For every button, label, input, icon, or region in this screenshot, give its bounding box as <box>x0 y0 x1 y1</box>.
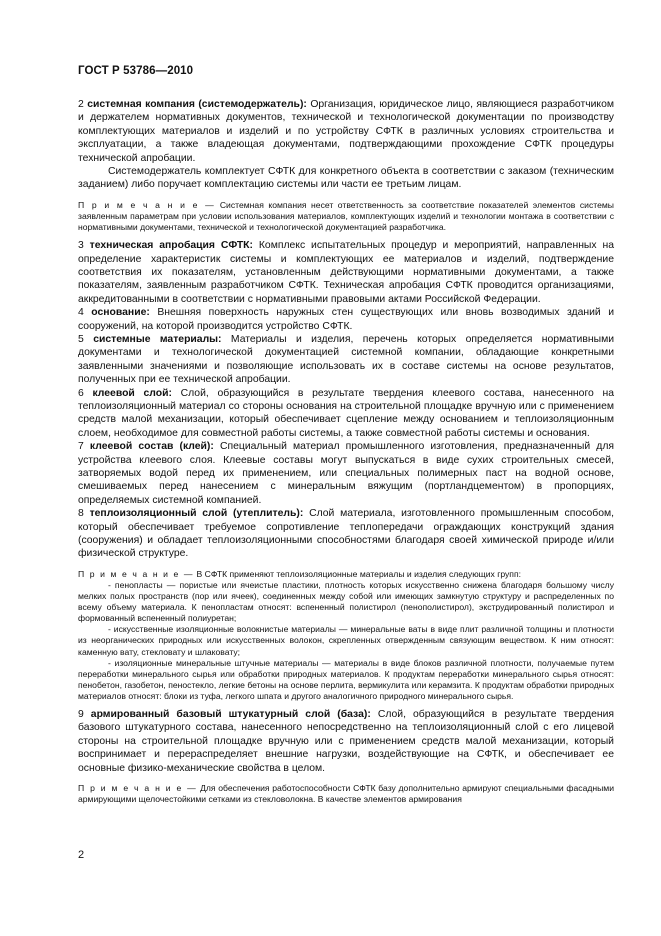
definition-text: Слой, образующийся в результате твердения клеевого состава, нанесенного на теплоизоляционный материал со стороны основания на строительной площадке вручную или с применением средств малой механизации, который обеспечивает сцепление между основанием и теплоизоляционным слоем, необходимое для совместной работы системы, а также совместной работы системы и основания. <box>78 387 614 439</box>
note-text: В СФТК применяют теплоизоляционные материалы и изделия следующих групп: <box>196 568 522 579</box>
page-number: 2 <box>78 849 85 861</box>
definition-4 <box>78 306 614 333</box>
note-8-item-fibers: - искусственные изоляционные волокнистые материалы — минеральные ваты в виде плит различной толщины и плотности из неорганических природных или искусственных волокон, скрепленных отвержденным связующим веществом. К ним относят: каменную вату, стекловату и шлаковату; <box>78 624 614 657</box>
definition-term: клеевой слой: <box>92 387 172 399</box>
note-label: П р и м е ч а н и е — <box>78 199 216 210</box>
definition-2 <box>78 98 614 165</box>
note-8 <box>78 569 614 580</box>
definition-7 <box>78 440 614 507</box>
definition-3 <box>78 239 614 306</box>
definition-6 <box>78 387 614 441</box>
definition-term: армированный базовый штукатурный слой (база): <box>90 709 371 720</box>
definition-text: Материалы и изделия, перечень которых определяется нормативными документами и технологической документацией системной компании, обладающие конкретными заявленными значениями и позволяющие использовать их в составе системы на основе результатов, полученных при ее технической апробации. <box>78 333 615 386</box>
note-9 <box>78 783 614 805</box>
definition-text: Слой, образующийся в результате твердения базового штукатурного состава, нанесенного непосредственно на теплоизоляционный слой с его лицевой стороны на строительной площадке вручную или с применением средств малой механизации, который воспринимает и перераспределяет внешние нагрузки, воздействующие на СФТК, и обеспечивает ее основные физико-механические свойства в целом. <box>78 709 615 774</box>
definition-number: 3 <box>78 240 84 252</box>
definition-text: Комплекс испытательных процедур и мероприятий, направленных на определение характеристик системы и комплектующих ее материалов и изделий, подтверждение соответствия их показателям, установленным действующими нормативными документами, а также показателям, заявленным разработчиком СФТК. Техническая апробация СФТК проводится организациями, аккредитованными в соответствии с нормативными правовыми актами Российской Федерации. <box>78 240 614 305</box>
definition-number: 5 <box>78 333 84 345</box>
definition-text: Слой материала, изготовленного промышленным способом, который обеспечивает требуемое сопротивление теплопередачи ограждающих конструкций здания (сооружения) и обладает теплоизоляционными способностями благодаря своей химической природе и/или физической структуре. <box>78 508 615 560</box>
note-label: П р и м е ч а н и е — <box>78 783 198 794</box>
definition-number: 2 <box>78 99 84 110</box>
definition-term: техническая апробация СФТК: <box>89 240 253 252</box>
definition-number: 7 <box>78 441 84 453</box>
note-label: П р и м е ч а н и е — <box>78 568 195 579</box>
definition-text: Специальный материал промышленного изготовления, предназначенный для устройства клеевого слоя. Клеевые составы могут выпускаться в виде сухих строительных смесей, затворяемых водой перед их применением, или специальных полимерных паст на водной основе, смешиваемых перед нанесением с минеральным вяжущим (портландцементом) в пропорциях, определяемых системной компанией. <box>78 441 615 506</box>
definition-9 <box>78 708 614 775</box>
note-8-item-blocks: - изоляционные минеральные штучные материалы — материалы в виде блоков различной плотности, получаемые путем переработки минерального сырья или обработки природных материалов. К продуктам переработки минерального сырья относят: пенобетон, газобетон, пеностекло, легкие бетоны на основе перлита, вермикулита или керамзита. К продуктам обработки природных материалов относят: блоки из туфа, легкого шпата и другого аналогичного природного минерального сырья. <box>78 657 614 701</box>
definition-term: теплоизоляционный слой (утеплитель): <box>89 508 304 520</box>
note-text: Для обеспечения работоспособности СФТК базу дополнительно армируют специальными фасадными армирующими щелочестойкими сетками из стекловолокна. В качестве элементов армирования <box>78 783 615 805</box>
definition-number: 4 <box>78 307 84 319</box>
definition-number: 8 <box>78 508 84 520</box>
definition-number: 9 <box>78 709 84 720</box>
definition-text: Организация, юридическое лицо, являющиеся разработчиком и держателем нормативных документов, технической и технологической документации по производству комплектующих материалов и изделий и по устройству СФТК в различных условиях строительства и эксплуатации, а также владеющая документами, подтверждающими прохождение СФТК процедуры технической апробации. <box>78 99 615 164</box>
definition-term: клеевой состав (клей): <box>89 441 214 453</box>
definition-term: основание: <box>91 307 150 319</box>
definition-number: 6 <box>78 387 84 399</box>
note-2 <box>78 200 614 233</box>
definition-2-paragraph: Системодержатель комплектует СФТК для конкретного объекта в соответствии с заказом (техническим заданием) либо поручает комплектацию системы или части ее третьим лицам. <box>78 166 614 191</box>
document-header: ГОСТ Р 53786—2010 <box>78 65 194 77</box>
definition-text: Внешняя поверхность наружных стен существующих или вновь возводимых зданий и сооружений, на которой производится устройство СФТК. <box>78 307 615 332</box>
definition-term: системная компания (системодержатель): <box>87 99 307 110</box>
note-8-item-foams: - пенопласты — пористые или ячеистые пластики, плотность которых искусственно снижена благодаря большому числу мелких полых пространств (пор или ячеек), соединенных между собой или имеющих замкнутую структуру и распределенных по всему объему материала. К пенопластам относят: вспененный полистирол (пенополистирол), экструдированный полистирол и формованный вспененный полиуретан; <box>78 579 614 624</box>
definition-5 <box>78 333 614 387</box>
definition-8 <box>78 507 614 561</box>
definition-term: системные материалы: <box>93 333 222 345</box>
note-text: Системная компания несет ответственность за соответствие показателей элементов системы заявленным параметрам при условии использования материалов, комплектующих изделий и технологии монтажа в соответствии с нормативными документами, технической и технологической документацией разработчика. <box>78 199 614 233</box>
document-body <box>78 98 614 805</box>
